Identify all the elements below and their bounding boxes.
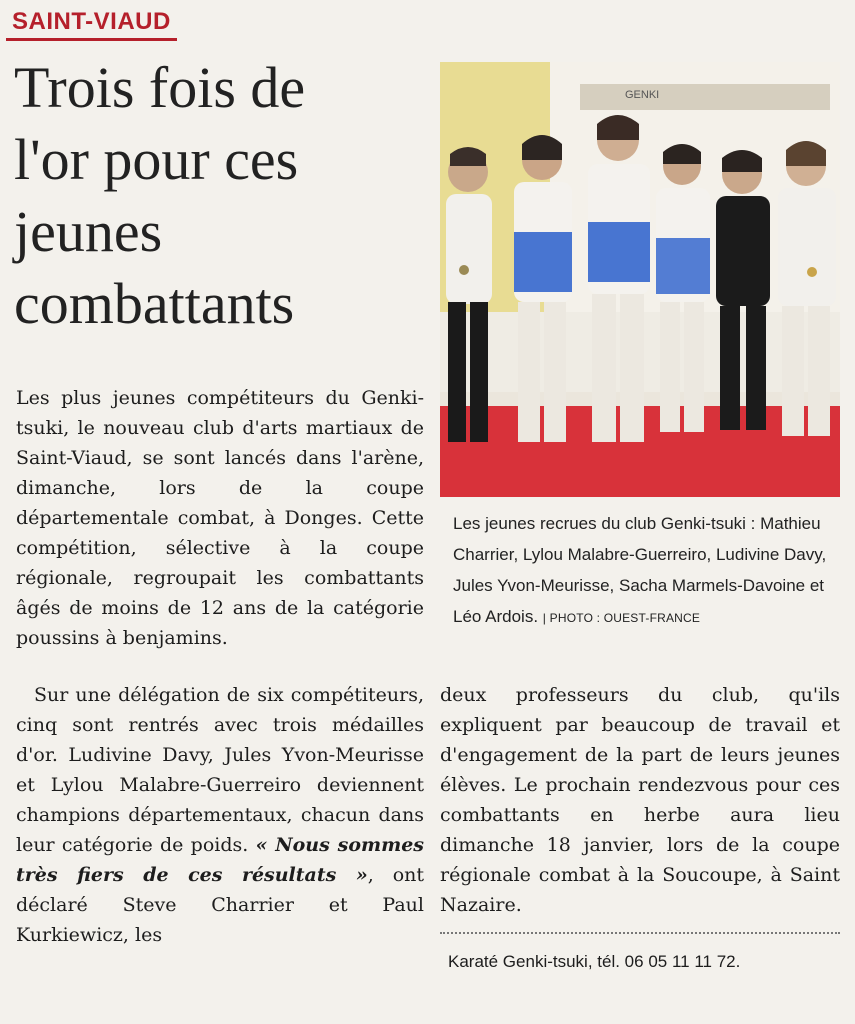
caption-text: Les jeunes recrues du club Genki-tsuki : Mathieu Charrier, Lylou Malabre-Guerreiro, Ludivine Davy, Jules Yvon-Meurisse, Sacha Marmels-Davoine et Léo Ardois. [453, 514, 827, 626]
article-paragraph-2-continued: deux professeurs du club, qu'ils expliquent par beaucoup de travail et d'engagement de la part de leurs jeunes élèves. Le prochain rendezvous pour ces combattants en herbe aura lieu dimanche 18 janvier, lors de la coupe régionale combat à la Soucoupe, à Saint Nazaire. [440, 684, 840, 916]
team-photo-illustration [440, 62, 840, 497]
dotted-divider [440, 932, 840, 934]
article-lead: Les plus jeunes compétiteurs du Genki-tsuki, le nouveau club d'arts martiaux de Saint-Viaud, se sont lancés dans l'arène, dimanche, lors de la coupe départementale combat, à Donges. Cette compétition, sélective à la coupe régionale, regroupait les combattants âgés de moins de 12 ans de la catégorie poussins à benjamins. [16, 387, 424, 649]
section-label: SAINT-VIAUD [6, 8, 177, 41]
headline-line: l'or pour ces [14, 127, 299, 192]
paragraph-text: Sur une délégation de six compétiteurs, cinq sont rentrés avec trois médailles d'or. Ludivine Davy, Jules Yvon-Meurisse et Lylou Malabre-Guerreiro deviennent champions départementaux, chacun dans leur catégorie de poids. [16, 684, 424, 856]
banner-text: GENKI [625, 89, 660, 101]
contact-info: Karaté Genki-tsuki, tél. 06 05 11 11 72. [448, 952, 741, 971]
article-paragraph-2 [16, 680, 424, 950]
headline-line: jeunes [14, 199, 163, 264]
team-photo [440, 62, 840, 497]
headline-line: combattants [14, 271, 295, 336]
photo-credit: | PHOTO : OUEST-FRANCE [542, 611, 701, 625]
headline-line: Trois fois de [14, 55, 306, 120]
attribution-text: , ont déclaré Steve Charrier et Paul Kurkiewicz, les [16, 864, 425, 946]
headline [14, 52, 434, 340]
photo-caption [453, 508, 848, 634]
quote-text: « Nous sommes très fiers de ces résultats » [16, 834, 425, 886]
